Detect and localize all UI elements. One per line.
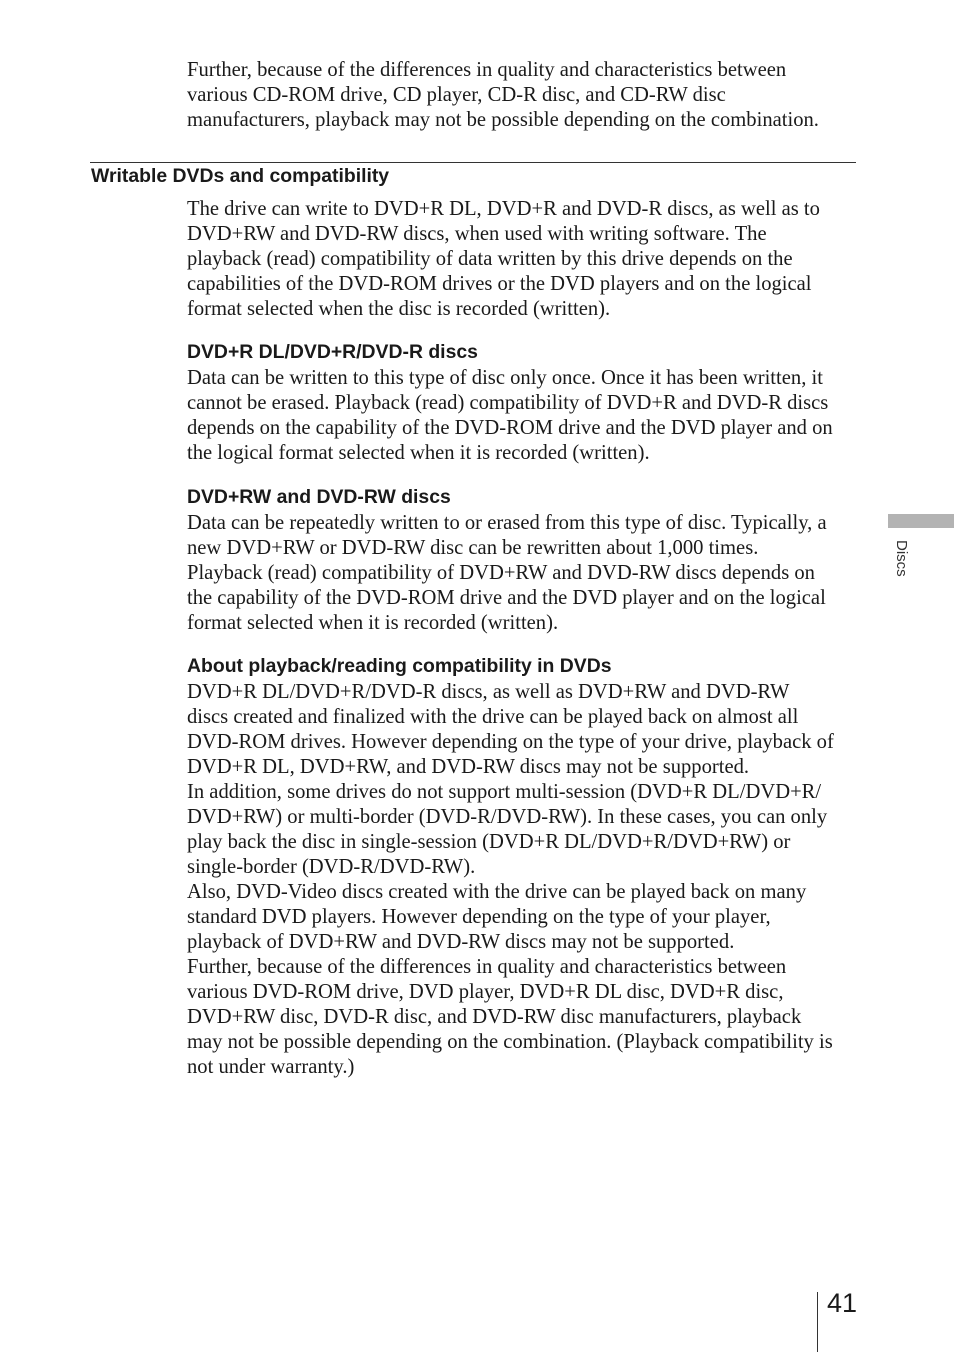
text-line: DVD+RW) or multi-border (DVD-R/DVD-RW). In these cases, you can only (187, 806, 828, 828)
text-line: DVD+RW disc, DVD-R disc, and DVD-RW disc manufacturers, playback (187, 1006, 802, 1028)
text-line: Further, because of the differences in quality and characteristics between (187, 59, 787, 81)
side-tab-label: Discs (893, 540, 910, 577)
subsection-heading-dvd-r: DVD+R DL/DVD+R/DVD-R discs (187, 341, 478, 363)
text-line: cannot be erased. Playback (read) compatibility of DVD+R and DVD-R discs (187, 392, 829, 414)
subsection-heading-compatibility: About playback/reading compatibility in DVDs (187, 655, 612, 677)
text-line: DVD+R DL, DVD+RW, and DVD-RW discs may not be supported. (187, 756, 750, 778)
subsection-paragraph-dvd-r (187, 366, 859, 466)
text-line: playback (read) compatibility of data written by this drive depends on the (187, 248, 793, 270)
subsection-heading-dvd-rw: DVD+RW and DVD-RW discs (187, 486, 451, 508)
text-line: manufacturers, playback may not be possible depending on the combination. (187, 109, 819, 131)
text-line: single-border (DVD-R/DVD-RW). (187, 856, 476, 878)
text-line: play back the disc in single-session (DVD+R DL/DVD+R/DVD+RW) or (187, 831, 791, 853)
subsection-paragraph-dvd-rw (187, 511, 859, 636)
text-line: capabilities of the DVD-ROM drives or the DVD players and on the logical (187, 273, 812, 295)
section-paragraph (187, 197, 859, 322)
text-line: Further, because of the differences in quality and characteristics between (187, 956, 787, 978)
text-line: In addition, some drives do not support multi-session (DVD+R DL/DVD+R/ (187, 781, 822, 803)
text-line: not under warranty.) (187, 1056, 355, 1078)
side-tab-marker (888, 514, 954, 528)
text-line: DVD+R DL/DVD+R/DVD-R discs, as well as DVD+RW and DVD-RW (187, 681, 790, 703)
text-line: format selected when it is recorded (written). (187, 612, 559, 634)
text-line: playback of DVD+RW and DVD-RW discs may not be supported. (187, 931, 735, 953)
text-line: depends on the capability of the DVD-ROM drive and the DVD player and on (187, 417, 833, 439)
text-line: various DVD-ROM drive, DVD player, DVD+R DL disc, DVD+R disc, (187, 981, 784, 1003)
section-heading: Writable DVDs and compatibility (91, 165, 390, 187)
section-divider (90, 162, 856, 163)
text-line: The drive can write to DVD+R DL, DVD+R and DVD-R discs, as well as to (187, 198, 820, 220)
text-line: the logical format selected when it is recorded (written). (187, 442, 650, 464)
text-line: the capability of the DVD-ROM drive and the DVD player and on the logical (187, 587, 826, 609)
text-line: Data can be repeatedly written to or erased from this type of disc. Typically, a (187, 512, 827, 534)
text-line: Data can be written to this type of disc only once. Once it has been written, it (187, 367, 823, 389)
text-line: may not be possible depending on the combination. (Playback compatibility is (187, 1031, 833, 1053)
text-line: discs created and finalized with the drive can be played back on almost all (187, 706, 799, 728)
text-line: Playback (read) compatibility of DVD+RW and DVD-RW discs depends on (187, 562, 815, 584)
page-number: 41 (827, 1288, 858, 1318)
text-line: DVD-ROM drives. However depending on the type of your drive, playback of (187, 731, 834, 753)
text-line: standard DVD players. However depending on the type of your player, (187, 906, 771, 928)
text-line: various CD-ROM drive, CD player, CD-R disc, and CD-RW disc (187, 84, 726, 106)
subsection-paragraph-compatibility (187, 680, 859, 1080)
intro-paragraph (187, 58, 859, 133)
text-line: format selected when the disc is recorded (written). (187, 298, 611, 320)
text-line: DVD+RW and DVD-RW discs, when used with writing software. The (187, 223, 767, 245)
page-number-divider (817, 1292, 818, 1352)
text-line: new DVD+RW or DVD-RW disc can be rewritten about 1,000 times. (187, 537, 759, 559)
text-line: Also, DVD-Video discs created with the drive can be played back on many (187, 881, 807, 903)
